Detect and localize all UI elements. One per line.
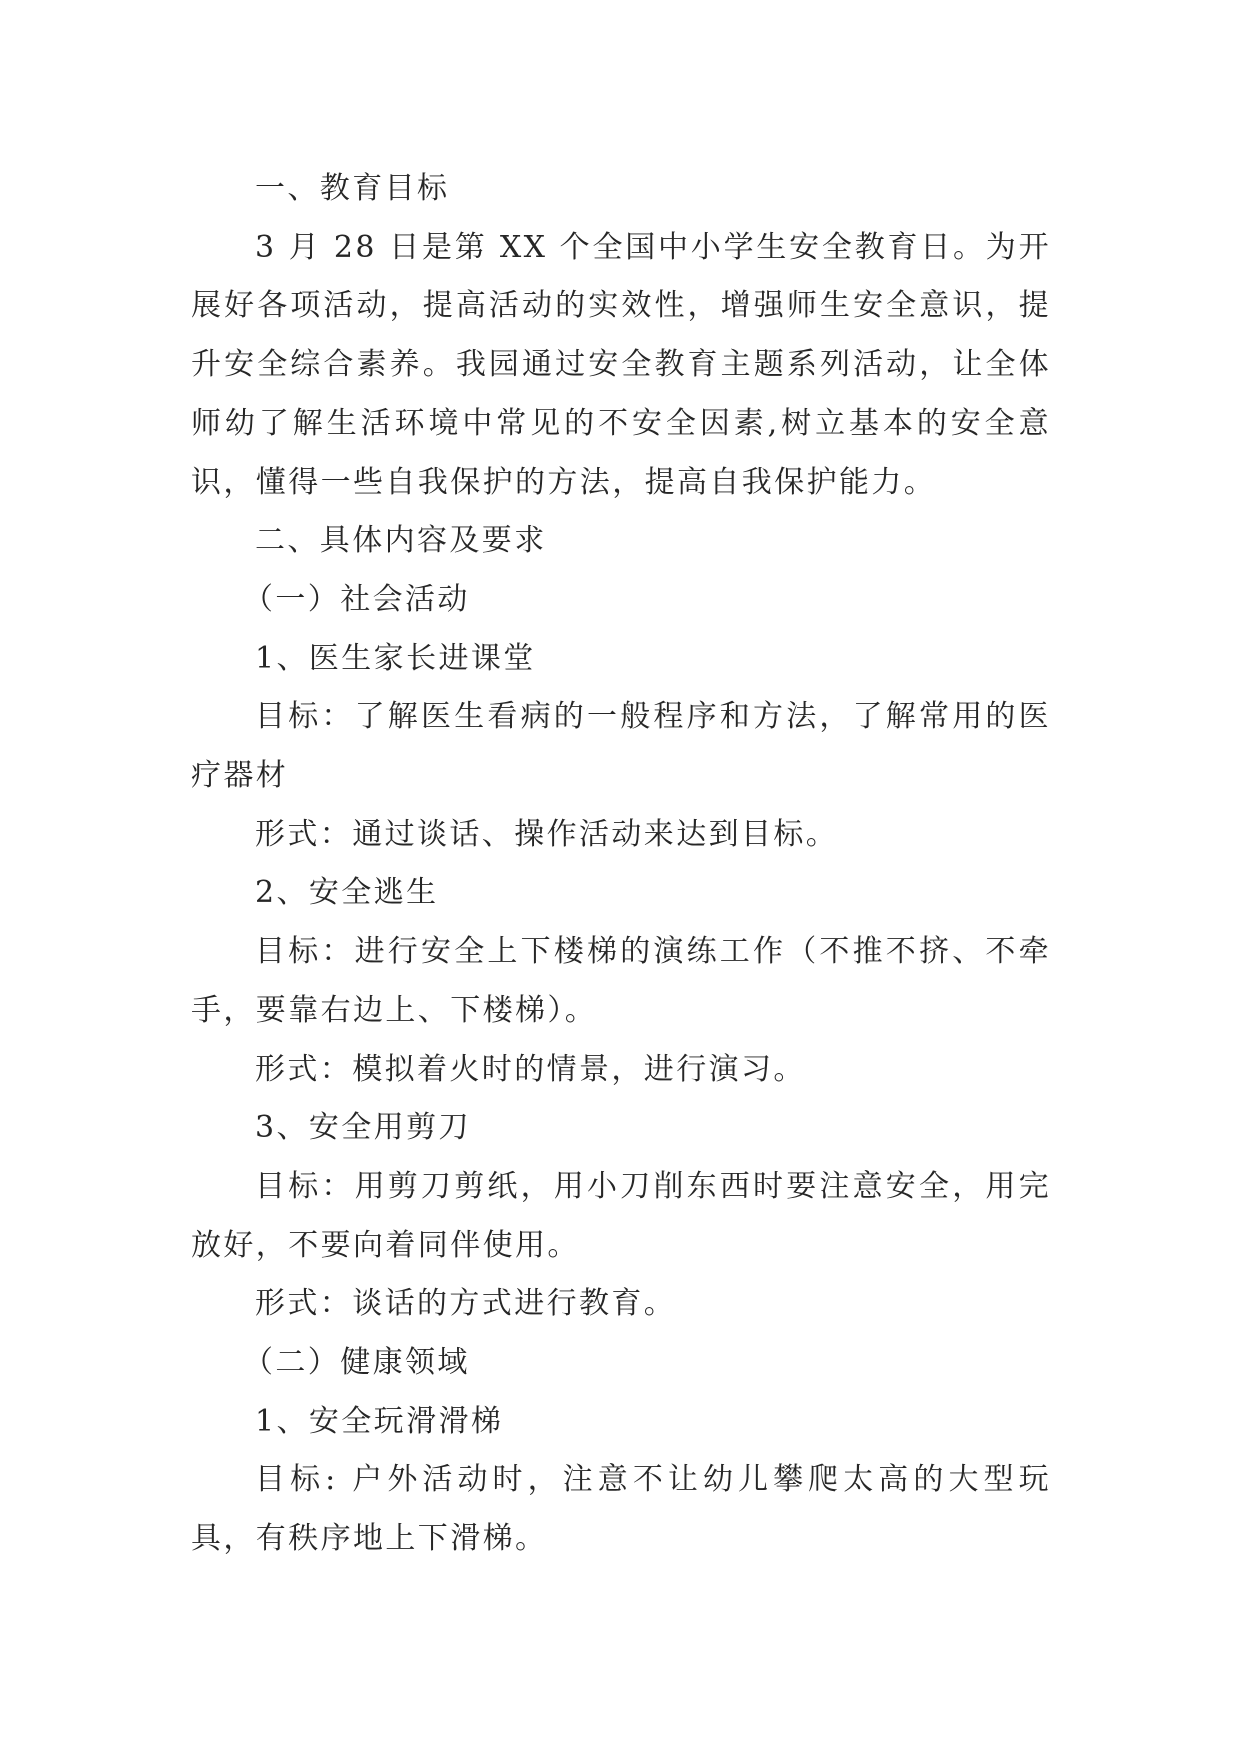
goal-safe-escape: 目标：进行安全上下楼梯的演练工作（不推不挤、不牵手，要靠右边上、下楼梯）。	[191, 934, 1051, 1028]
goal-doctor-parent-class: 目标：了解医生看病的一般程序和方法，了解常用的医疗器材	[191, 699, 1051, 794]
document-page	[191, 160, 1051, 1569]
item-safe-escape: 2、安全逃生	[255, 875, 439, 911]
subheading-health-domain: （二）健康领域	[243, 1345, 470, 1381]
heading-education-goal: 一、教育目标	[255, 171, 450, 206]
form-doctor-parent-class: 形式：通过谈话、操作活动来达到目标。	[255, 816, 839, 852]
paragraph-safety-day: 3 月 28 日是第 XX 个全国中小学生安全教育日。为开展好各项活动，提高活动的实效性，增强师生安全意识，提升安全综合素养。我园通过安全教育主题系列活动，让全体师幼了解生活环境中常见的不安全因素,树立基本的安全意识，懂得一些自我保护的方法，提高自我保护能力。	[191, 229, 1051, 500]
subheading-social-activities: （一）社会活动	[243, 581, 470, 617]
goal-safe-slide: 目标: 户外活动时，注意不让幼儿攀爬太高的大型玩具，有秩序地上下滑梯。	[191, 1462, 1051, 1557]
item-safe-slide: 1、安全玩滑滑梯	[255, 1403, 504, 1439]
item-doctor-parent-class: 1、医生家长进课堂	[255, 640, 536, 676]
goal-safe-scissors: 目标：用剪刀剪纸，用小刀削东西时要注意安全，用完放好，不要向着同伴使用。	[191, 1168, 1051, 1263]
heading-content-requirements: 二、具体内容及要求	[255, 523, 547, 559]
form-safe-escape: 形式：模拟着火时的情景，进行演习。	[255, 1051, 806, 1087]
form-safe-scissors: 形式：谈话的方式进行教育。	[255, 1286, 677, 1322]
item-safe-scissors: 3、安全用剪刀	[255, 1110, 471, 1146]
